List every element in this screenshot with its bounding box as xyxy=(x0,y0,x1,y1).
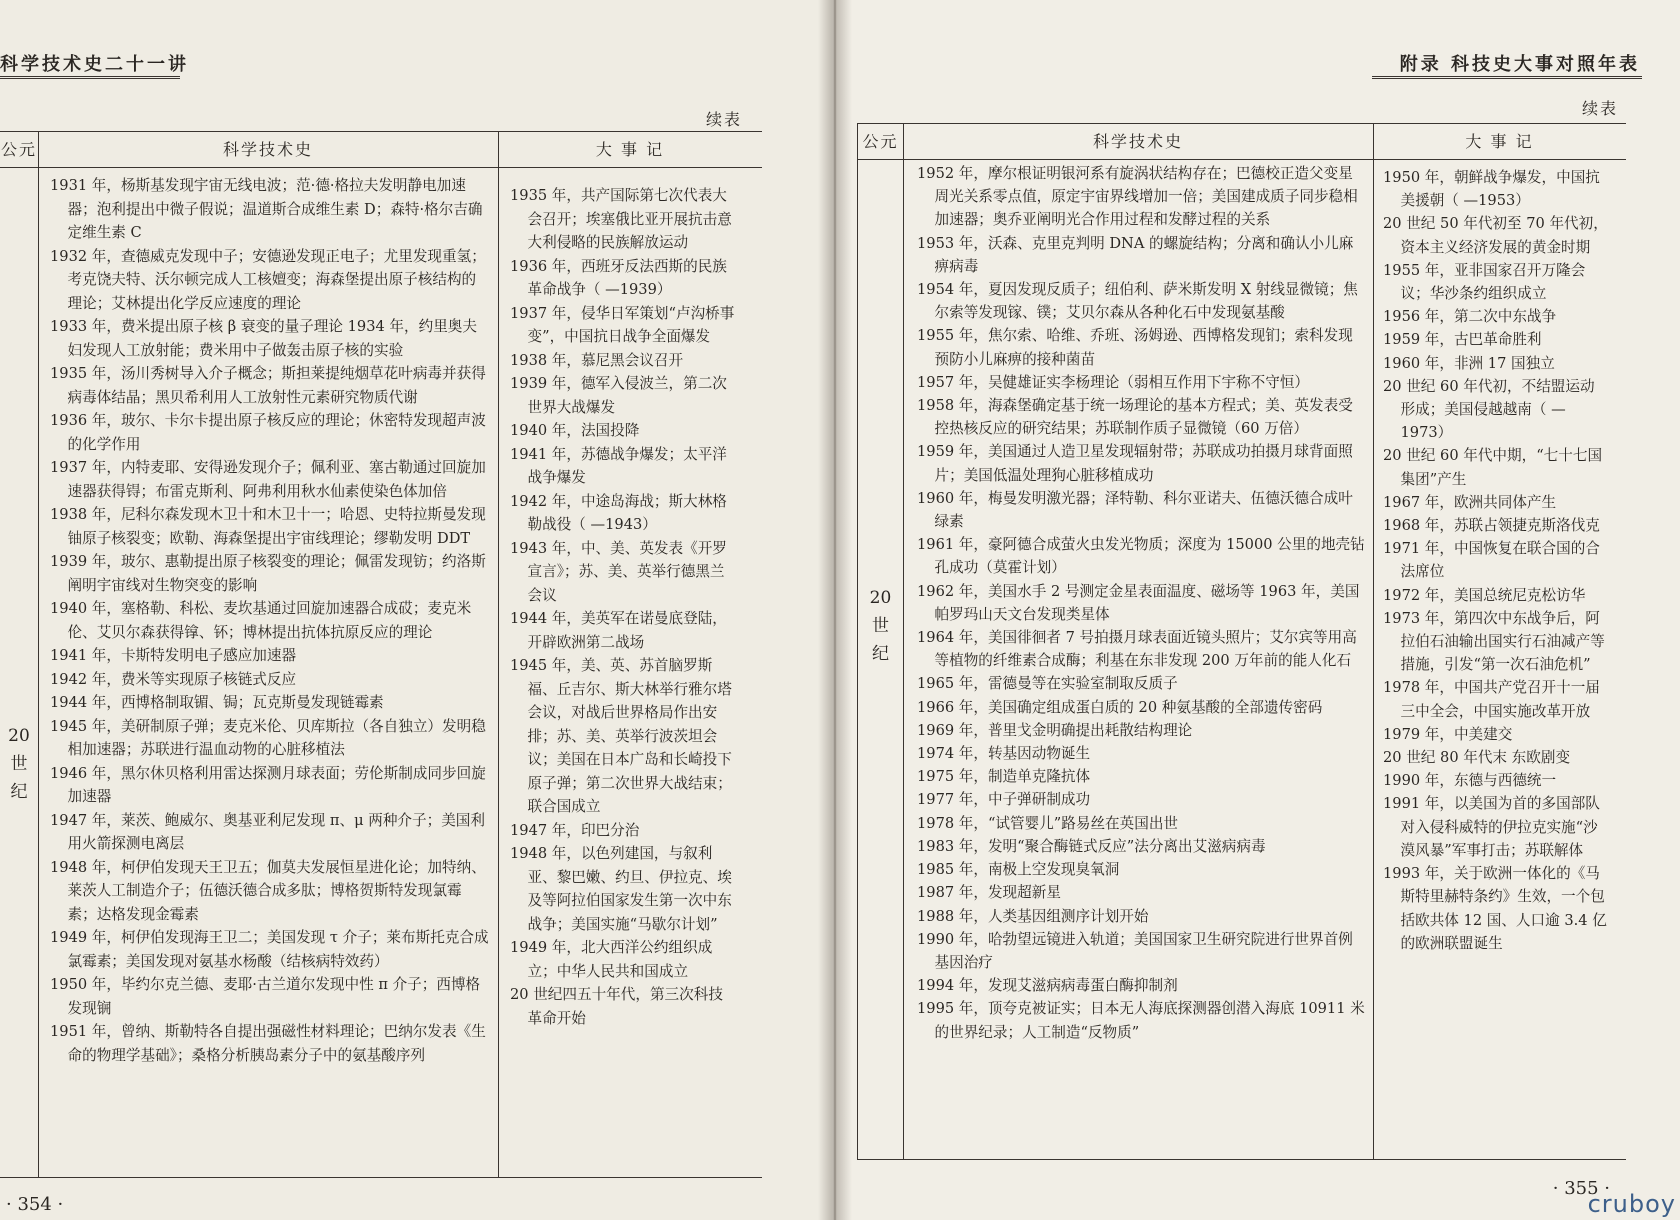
list-item: 1978 年，中国共产党召开十一届三中全会，中国实施改革开放 xyxy=(1383,679,1600,720)
list-item: 1973 年，第四次中东战争后，阿拉伯石油输出国实行石油减产等措施，引发“第一次石油危机” xyxy=(1383,609,1605,674)
list-item: 1967 年，欧洲共同体产生 xyxy=(1383,493,1557,511)
list-item: 1953 年，沃森、克里克判明 DNA 的螺旋结构；分离和确认小儿麻痹病毒 xyxy=(917,234,1354,275)
science-column xyxy=(38,132,499,1177)
list-item: 1937 年，内特麦耶、安得逊发现介子；佩利亚、塞古勒通过回旋加速器获得锝；布雷克斯利、阿弗利用秋水仙素使染色体加倍 xyxy=(50,459,486,500)
page-number: · 354 · xyxy=(6,1194,64,1215)
list-item: 1938 年，尼科尔森发现木卫十和木卫十一；哈恩、史特拉斯曼发现铀原子核裂变；欧勒、海森堡提出宇宙线理论；缪勒发明 DDT xyxy=(50,506,486,547)
list-item: 1948 年，以色列建国，与叙利亚、黎巴嫩、约旦、伊拉克、埃及等阿拉伯国家发生第一次中东战争；美国实施“马歇尔计划” xyxy=(510,845,732,933)
list-item: 1933 年，费米提出原子核 β 衰变的量子理论 1934 年，约里奥夫妇发现人工放射能；费米用中子做轰击原子核的实验 xyxy=(50,318,477,359)
list-item: 1972 年，美国总统尼克松访华 xyxy=(1383,586,1586,604)
century-label: 20 世 纪 xyxy=(869,588,892,664)
list-item: 1965 年，雷德曼等在实验室制取反质子 xyxy=(917,675,1178,693)
list-item: 1947 年，印巴分治 xyxy=(510,821,640,839)
list-item: 1937 年，侵华日军策划“卢沟桥事变”，中国抗日战争全面爆发 xyxy=(510,304,735,345)
list-item: 1945 年，美研制原子弹；麦克米伦、贝库斯拉（各自独立）发明稳相加速器；苏联进行温血动物的心脏移植法 xyxy=(50,717,486,758)
left-page xyxy=(0,0,832,1220)
list-item: 1974 年，转基因动物诞生 xyxy=(917,745,1091,763)
science-list xyxy=(917,162,1365,1044)
list-item: 1944 年，西博格制取镅、锔；瓦克斯曼发现链霉素 xyxy=(50,694,384,711)
list-item: 1988 年，人类基因组测序计划开始 xyxy=(917,907,1149,925)
list-item: 20 世纪 60 年代中期，“七十七国集团”产生 xyxy=(1383,447,1603,488)
list-item: 1959 年，古巴革命胜利 xyxy=(1383,331,1542,349)
list-item: 1964 年，美国徘徊者 7 号拍摄月球表面近镜头照片；艾尔宾等用高等植物的纤维素合成酶；利基在东非发现 200 万年前的能人化石 xyxy=(917,629,1357,670)
list-item: 1940 年，法国投降 xyxy=(510,422,640,439)
list-item: 1950 年，朝鲜战争爆发，中国抗美援朝（ —1953） xyxy=(1383,169,1600,210)
list-item: 1939 年，德军入侵波兰，第二次世界大战爆发 xyxy=(510,375,727,416)
list-item: 1969 年，普里戈金明确提出耗散结构理论 xyxy=(917,721,1193,739)
list-item: 1960 年，梅曼发明激光器；泽特勒、科尔亚诺夫、伍德沃德合成叶绿素 xyxy=(917,489,1353,531)
list-item: 1949 年，北大西洋公约组织成立；中华人民共和国成立 xyxy=(510,939,713,980)
year-column xyxy=(0,132,39,1177)
list-item: 1945 年，美、英、苏首脑罗斯福、丘吉尔、斯大林举行雅尔塔会议，对战后世界格局作出安排；苏、美、英举行波茨坦会议；美国在日本广岛和长崎投下原子弹；第二次世界大战结束；联合国成立 xyxy=(510,657,732,815)
list-item: 1950 年，毕约尔克兰德、麦耶·古兰道尔发现中性 π 介子；西博格发现锎 xyxy=(50,976,481,1017)
events-header: 大 事 记 xyxy=(1373,124,1626,160)
chronology-table xyxy=(857,123,1626,1160)
list-item: 20 世纪四五十年代，第三次科技革命开始 xyxy=(510,986,723,1027)
list-item: 20 世纪 80 年代末 东欧剧变 xyxy=(1383,749,1571,767)
book-gutter xyxy=(818,0,852,1220)
head-rule xyxy=(0,76,180,79)
list-item: 1990 年，东德与西德统一 xyxy=(1383,772,1557,790)
events-header: 大 事 记 xyxy=(498,132,762,168)
list-item: 1955 年，亚非国家召开万隆会议；华沙条约组织成立 xyxy=(1383,261,1586,303)
right-page xyxy=(832,0,1680,1220)
list-item: 1942 年，中途岛海战；斯大林格勒战役（ —1943） xyxy=(510,492,727,533)
page-number: · 355 · xyxy=(1552,1178,1610,1199)
list-item: 1975 年，制造单克隆抗体 xyxy=(917,768,1091,786)
list-item: 1954 年，夏因发现反质子；纽伯利、萨米斯发明 X 射线显微镜；焦尔索等发现镓、镤；艾贝尔森从各种化石中发现氨基酸 xyxy=(917,281,1358,322)
list-item: 1983 年，发明“聚合酶链式反应”法分离出艾滋病病毒 xyxy=(917,837,1266,855)
events-column xyxy=(1373,124,1626,1159)
list-item: 1958 年，海森堡确定基于统一场理论的基本方程式；美、英发表受控热核反应的研究结果；苏联制作质子显微镜（60 万倍） xyxy=(917,397,1353,438)
list-item: 20 世纪 50 年代初至 70 年代初，资本主义经济发展的黄金时期 xyxy=(1383,215,1608,256)
list-item: 1951 年，曾纳、斯勒特各自提出强磁性材料理论；巴纳尔发表《生命的物理学基础》；桑格分析胰岛素分子中的氨基酸序列 xyxy=(50,1023,486,1064)
chronology-table xyxy=(0,131,762,1178)
list-item: 1946 年，黑尔休贝格利用雷达探测月球表面；劳伦斯制成同步回旋加速器 xyxy=(50,764,486,805)
list-item: 1936 年，玻尔、卡尔卡提出原子核反应的理论；休密特发现超声波的化学作用 xyxy=(50,412,486,453)
century-label: 20 世 纪 xyxy=(8,726,30,802)
list-item: 1941 年，苏德战争爆发；太平洋战争爆发 xyxy=(510,445,727,486)
year-header: 公元 xyxy=(0,132,38,168)
watermark: cruboy xyxy=(1587,1190,1676,1218)
list-item: 1940 年，塞格勒、科松、麦坎基通过回旋加速器合成砹；麦克米伦、艾贝尔森获得镎、钚；博林提出抗体抗原反应的理论 xyxy=(50,600,472,641)
list-item: 1932 年，查德威克发现中子；安德逊发现正电子；尤里发现重氢；考克饶夫特、沃尔顿完成人工核嬗变；海森堡提出原子核结构的理论；艾林提出化学反应速度的理论 xyxy=(50,247,486,312)
list-item: 1943 年，中、美、英发表《开罗宣言》；苏、美、英举行德黑兰会议 xyxy=(510,539,727,604)
list-item: 1991 年，以美国为首的多国部队对入侵科威特的伊拉克实施“沙漠风暴”军事打击；苏联解体 xyxy=(1383,795,1600,859)
head-rule xyxy=(1372,76,1642,79)
science-list xyxy=(50,174,490,1067)
science-column xyxy=(903,124,1374,1159)
list-item: 1978 年，“试管婴儿”路易丝在英国出世 xyxy=(917,814,1179,832)
list-item: 1944 年，美英军在诺曼底登陆，开辟欧洲第二战场 xyxy=(510,610,727,651)
list-item: 1935 年，汤川秀树导入介子概念；斯担莱提纯烟草花叶病毒并获得病毒体结晶；黑贝希利用人工放射性元素研究物质代谢 xyxy=(50,365,486,406)
list-item: 1968 年，苏联占领捷克斯洛伐克 xyxy=(1383,517,1600,535)
continued-label: 续表 xyxy=(706,110,743,129)
running-head: 附录 科技史大事对照年表 xyxy=(1399,54,1640,75)
science-header: 科学技术史 xyxy=(903,124,1373,160)
list-item: 1990 年，哈勃望远镜进入轨道；美国国家卫生研究院进行世界首例基因治疗 xyxy=(917,930,1353,971)
list-item: 1952 年，摩尔根证明银河系有旋涡状结构存在；巴德校正造父变星周光关系零点值，原定宇宙界线增加一倍；美国建成质子同步稳相加速器；奥乔亚阐明光合作用过程和发酵过程的关系 xyxy=(917,165,1358,229)
list-item: 1931 年，杨斯基发现宇宙无线电波；范·德·格拉夫发明静电加速器；泡利提出中微子假说；温道斯合成维生素 D；森特·格尔吉确定维生素 C xyxy=(50,177,483,241)
list-item: 1971 年，中国恢复在联合国的合法席位 xyxy=(1383,540,1600,581)
list-item: 1956 年，第二次中东战争 xyxy=(1383,308,1557,326)
events-list xyxy=(1383,166,1609,955)
list-item: 1977 年，中子弹研制成功 xyxy=(917,791,1091,809)
list-item: 1959 年，美国通过人造卫星发现辐射带；苏联成功拍摄月球背面照片；美国低温处理狗心脏移植成功 xyxy=(917,443,1353,484)
events-column xyxy=(498,132,762,1177)
list-item: 1985 年，南极上空发现臭氧洞 xyxy=(917,861,1120,879)
list-item: 1935 年，共产国际第七次代表大会召开；埃塞俄比亚开展抗击意大利侵略的民族解放运动 xyxy=(510,187,732,251)
list-item: 1979 年，中美建交 xyxy=(1383,725,1513,743)
list-item: 1948 年，柯伊伯发现天王卫五；伽莫夫发展恒星进化论；加特纳、莱茨人工制造介子；伍德沃德合成多肽；博格贺斯特发现氯霉素；达格发现金霉素 xyxy=(50,858,486,923)
continued-label: 续表 xyxy=(1581,99,1618,118)
list-item: 1941 年，卡斯特发明电子感应加速器 xyxy=(50,647,297,664)
list-item: 1936 年，西班牙反法西斯的民族革命战争（ —1939） xyxy=(510,257,727,298)
list-item: 1947 年，莱茨、鲍威尔、奥基亚利尼发现 π、μ 两种介子；美国利用火箭探测电离层 xyxy=(50,811,485,852)
list-item: 1961 年，豪阿德合成萤火虫发光物质；深度为 15000 公里的地壳钻孔成功（莫霍计划） xyxy=(917,536,1365,577)
list-item: 1962 年，美国水手 2 号测定金星表面温度、磁场等 1963 年，美国帕罗玛山天文台发现类星体 xyxy=(917,582,1360,623)
running-head: 科学技术史二十一讲 xyxy=(0,54,189,75)
list-item: 1994 年，发现艾滋病病毒蛋白酶抑制剂 xyxy=(917,977,1178,995)
list-item: 1955 年，焦尔索、哈维、乔班、汤姆逊、西博格发现钔；索科发现预防小儿麻痹的接种菌苗 xyxy=(917,327,1353,368)
year-column xyxy=(858,124,904,1159)
science-header: 科学技术史 xyxy=(38,132,498,168)
list-item: 1987 年，发现超新星 xyxy=(917,884,1061,902)
list-item: 1939 年，玻尔、惠勒提出原子核裂变的理论；佩雷发现钫；约洛斯阐明宇宙线对生物突变的影响 xyxy=(50,553,486,594)
list-item: 1949 年，柯伊伯发现海王卫二；美国发现 τ 介子；莱布斯托克合成氯霉素；美国发现对氨基水杨酸（结核病特效药） xyxy=(50,929,489,970)
list-item: 1960 年，非洲 17 国独立 xyxy=(1383,354,1555,372)
list-item: 1993 年，关于欧洲一体化的《马斯特里赫特条约》生效，一个包括欧共体 12 国、人口逾 3.4 亿的欧洲联盟诞生 xyxy=(1383,865,1607,952)
list-item: 20 世纪 60 年代初，不结盟运动形成；美国侵越越南（ —1973） xyxy=(1383,377,1595,442)
list-item: 1966 年，美国确定组成蛋白质的 20 种氨基酸的全部遗传密码 xyxy=(917,698,1323,716)
year-header: 公元 xyxy=(858,124,903,160)
list-item: 1942 年，费米等实现原子核链式反应 xyxy=(50,670,297,688)
events-list xyxy=(510,184,736,1030)
list-item: 1995 年，顶夸克被证实；日本无人海底探测器创潜入海底 10911 米的世界纪录；人工制造“反物质” xyxy=(917,1000,1365,1041)
list-item: 1938 年，慕尼黑会议召开 xyxy=(510,351,684,369)
list-item: 1957 年，吴健雄证实李杨理论（弱相互作用下宇称不守恒） xyxy=(917,373,1310,391)
